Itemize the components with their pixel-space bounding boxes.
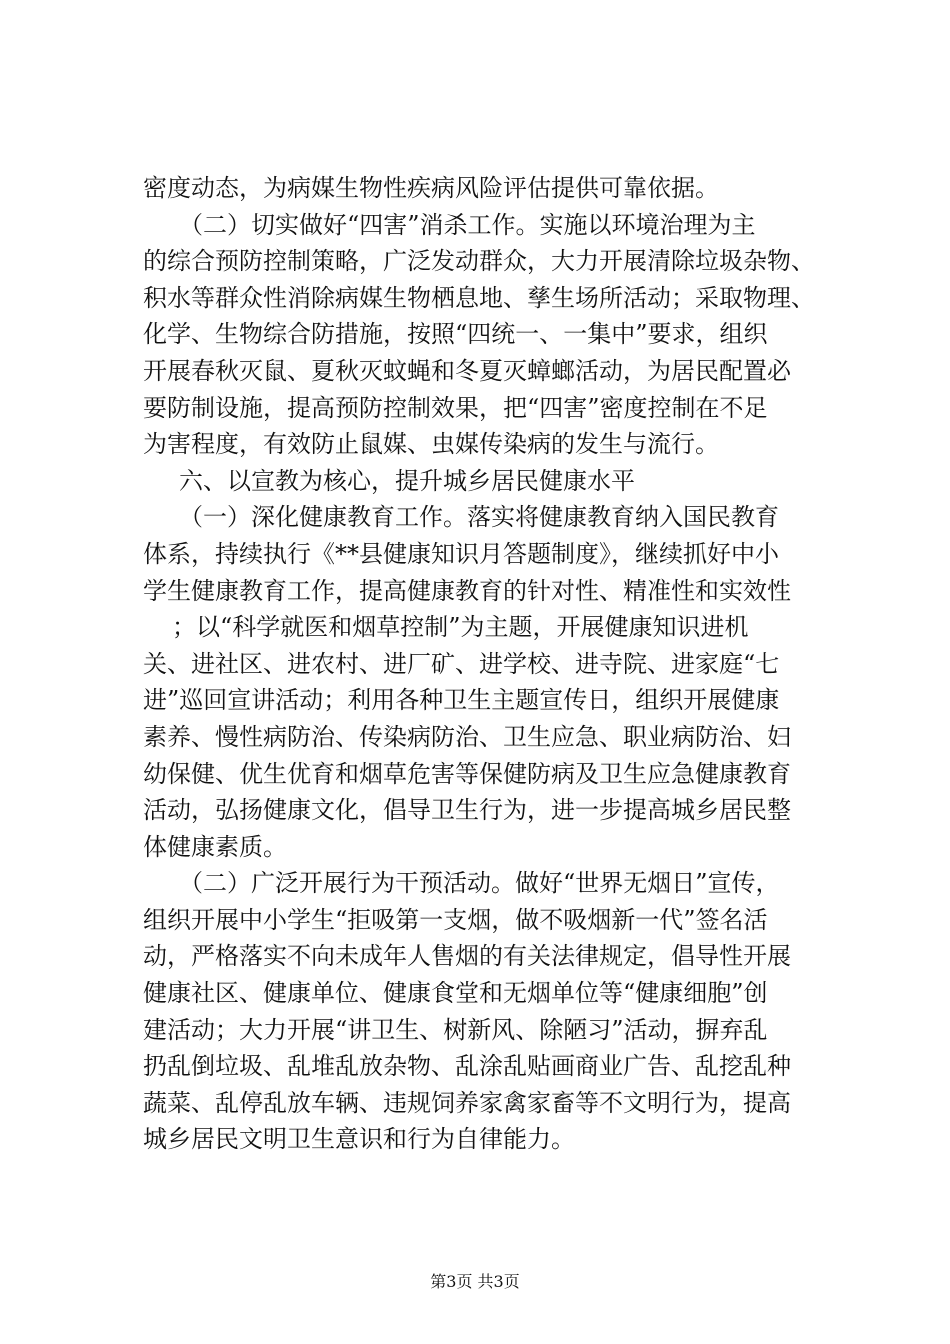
- text-line: 健康社区、健康单位、健康食堂和无烟单位等“健康细胞”创: [143, 979, 768, 1008]
- text-line: 蔬菜、乱停乱放车辆、违规饲养家禽家畜等不文明行为，提高: [143, 1088, 791, 1117]
- text-line: ；以“科学就医和烟草控制”为主题，开展健康知识进机: [172, 613, 749, 642]
- text-line: 密度动态，为病媒生物性疾病风险评估提供可靠依据。: [143, 174, 719, 202]
- text-line: 关、进社区、进农村、进厂矿、进学校、进寺院、进家庭“七: [143, 649, 780, 678]
- text-line: 要防制设施，提高预防控制效果，把“四害”密度控制在不足: [143, 393, 768, 422]
- text-line: （二）广泛开展行为干预活动。做好“世界无烟日”宣传，: [179, 869, 780, 898]
- text-line: 学生健康教育工作，提高健康教育的针对性、精准性和实效性: [143, 576, 791, 605]
- text-line: （一）深化健康教育工作。落实将健康教育纳入国民教育: [179, 503, 779, 532]
- text-line: 幼保健、优生优育和烟草危害等保健防病及卫生应急健康教育: [143, 759, 791, 788]
- page-number-footer: 第3页 共3页: [430, 1272, 520, 1291]
- text-line: 开展春秋灭鼠、夏秋灭蚊蝇和冬夏灭蟑螂活动，为居民配置必: [143, 356, 791, 385]
- text-line: 进”巡回宣讲活动；利用各种卫生主题宣传日，组织开展健康: [143, 686, 780, 715]
- text-line: 体系，持续执行《**县健康知识月答题制度》，继续抓好中小: [143, 539, 779, 568]
- text-line: 组织开展中小学生“拒吸第一支烟，做不吸烟新一代”签名活: [143, 905, 768, 934]
- text-line: （二）切实做好“四害”消杀工作。实施以环境治理为主: [179, 210, 756, 239]
- text-line: 城乡居民文明卫生意识和行为自律能力。: [143, 1125, 575, 1154]
- document-body: [143, 170, 843, 1158]
- text-line: 建活动；大力开展“讲卫生、树新风、除陋习”活动，摒弃乱: [143, 1015, 768, 1044]
- text-line: 动，严格落实不向未成年人售烟的有关法律规定，倡导性开展: [143, 942, 791, 971]
- text-line: 体健康素质。: [143, 832, 287, 861]
- section-heading: 六、以宣教为核心，提升城乡居民健康水平: [179, 466, 635, 495]
- text-line: 积水等群众性消除病媒生物栖息地、孳生场所活动；采取物理、: [143, 283, 815, 312]
- text-line: 素养、慢性病防治、传染病防治、卫生应急、职业病防治、妇: [143, 722, 791, 751]
- text-line: 扔乱倒垃圾、乱堆乱放杂物、乱涂乱贴画商业广告、乱挖乱种: [143, 1052, 791, 1081]
- text-line: 化学、生物综合防措施，按照“四统一、一集中”要求，组织: [143, 320, 768, 349]
- text-line: 为害程度，有效防止鼠媒、虫媒传染病的发生与流行。: [143, 430, 719, 459]
- text-line: 的综合预防控制策略，广泛发动群众，大力开展清除垃圾杂物、: [143, 247, 815, 276]
- text-line: 活动，弘扬健康文化，倡导卫生行为，进一步提高城乡居民整: [143, 796, 791, 825]
